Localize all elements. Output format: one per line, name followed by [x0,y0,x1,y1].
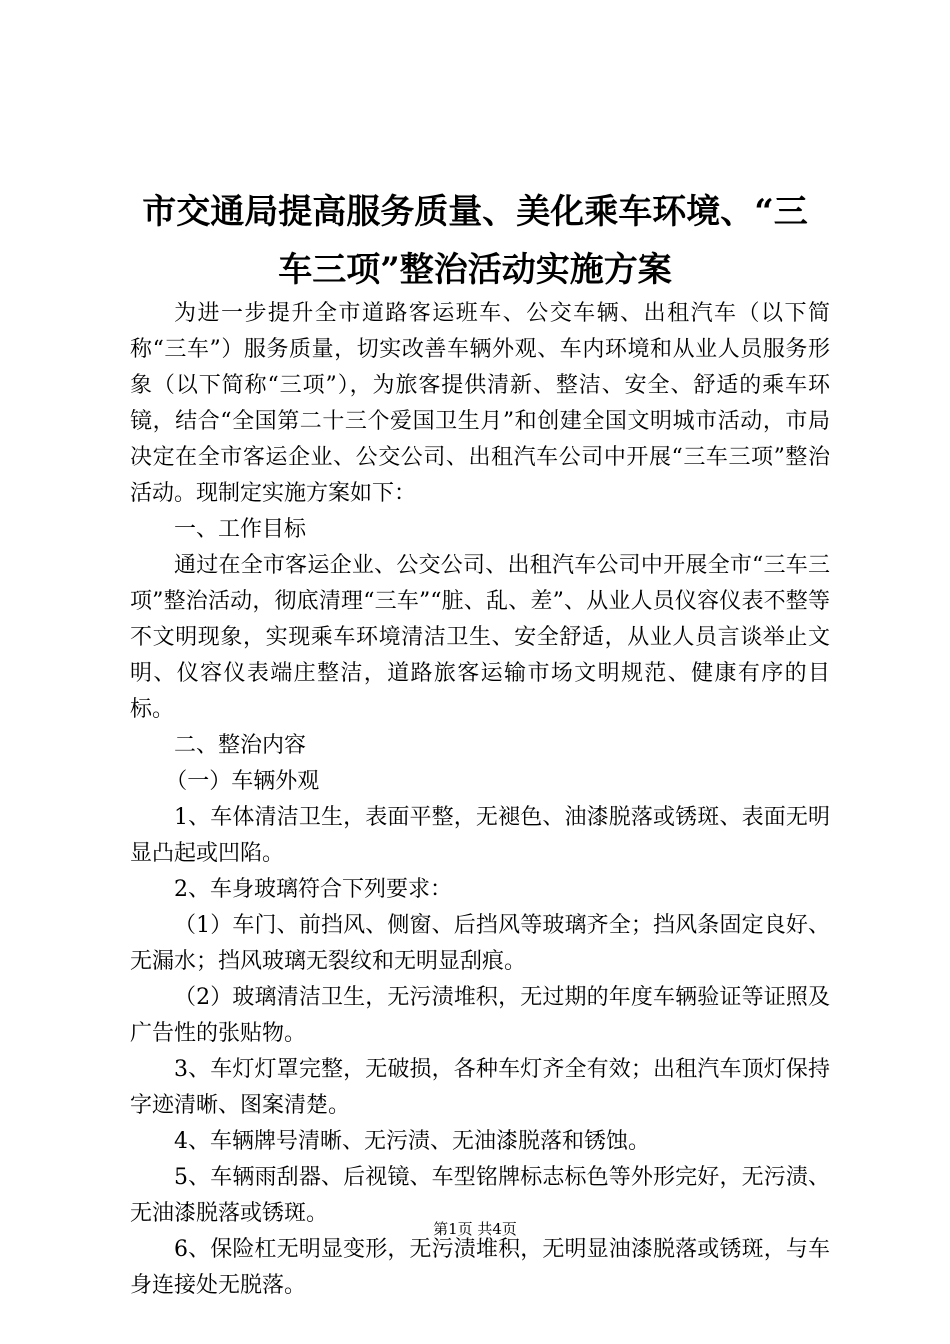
list-item: 1、车体清洁卫生，表面平整，无褪色、油漆脱落或锈斑、表面无明显凸起或凹陷。 [130,805,830,866]
list-item: 5、车辆雨刮器、后视镜、车型铭牌标志标色等外形完好，无污渍、无油漆脱落或锈斑。 [130,1165,830,1226]
list-subitem: （1）车门、前挡风、侧窗、后挡风等玻璃齐全；挡风条固定良好、无漏水；挡风玻璃无裂纹和无明显刮痕。 [130,913,830,974]
document-title [110,183,840,299]
list-item: 6、保险杠无明显变形，无污渍堆积，无明显油漆脱落或锈斑，与车身连接处无脱落。 [130,1237,830,1298]
page-footer: 第1页 共4页 [433,1220,517,1238]
section-heading-goals: 一、工作目标 [174,517,307,542]
intro-paragraph: 为进一步提升全市道路客运班车、公交车辆、出租汽车（以下简称“三车”）服务质量，切实改善车辆外观、车内环境和从业人员服务形象（以下简称“三项”），为旅客提供清新、整洁、安全、舒适的乘车环镜，结合“全国第二十三个爱国卫生月”和创建全国文明城市活动，市局决定在全市客运企业、公交公司、出租汽车公司中开展“三车三项”整治活动。现制定实施方案如下： [130,301,830,506]
section-heading-content: 二、整治内容 [174,733,307,758]
title-line-1: 市交通局提高服务质量、美化乘车环境、“三 [142,192,808,232]
subsection-heading-vehicle-exterior: （一）车辆外观 [165,769,320,794]
list-item: 3、车灯灯罩完整，无破损，各种车灯齐全有效；出租汽车顶灯保持字迹清晰、图案清楚。 [130,1057,830,1118]
title-line-2: 车三项”整治活动实施方案 [278,250,672,290]
document-body [130,296,830,1304]
goals-paragraph: 通过在全市客运企业、公交公司、出租汽车公司中开展全市“三车三项”整治活动，彻底清理“三车”“脏、乱、差”、从业人员仪容仪表不整等不文明现象，实现乘车环境清洁卫生、安全舒适，从业人员言谈举止文明、仪容仪表端庄整洁，道路旅客运输市场文明规范、健康有序的目标。 [130,553,830,722]
list-subitem: （2）玻璃清洁卫生，无污渍堆积，无过期的年度车辆验证等证照及广告性的张贴物。 [130,985,830,1046]
list-item: 2、车身玻璃符合下列要求： [174,877,452,902]
list-item: 4、车辆牌号清晰、无污渍、无油漆脱落和锈蚀。 [174,1129,650,1154]
